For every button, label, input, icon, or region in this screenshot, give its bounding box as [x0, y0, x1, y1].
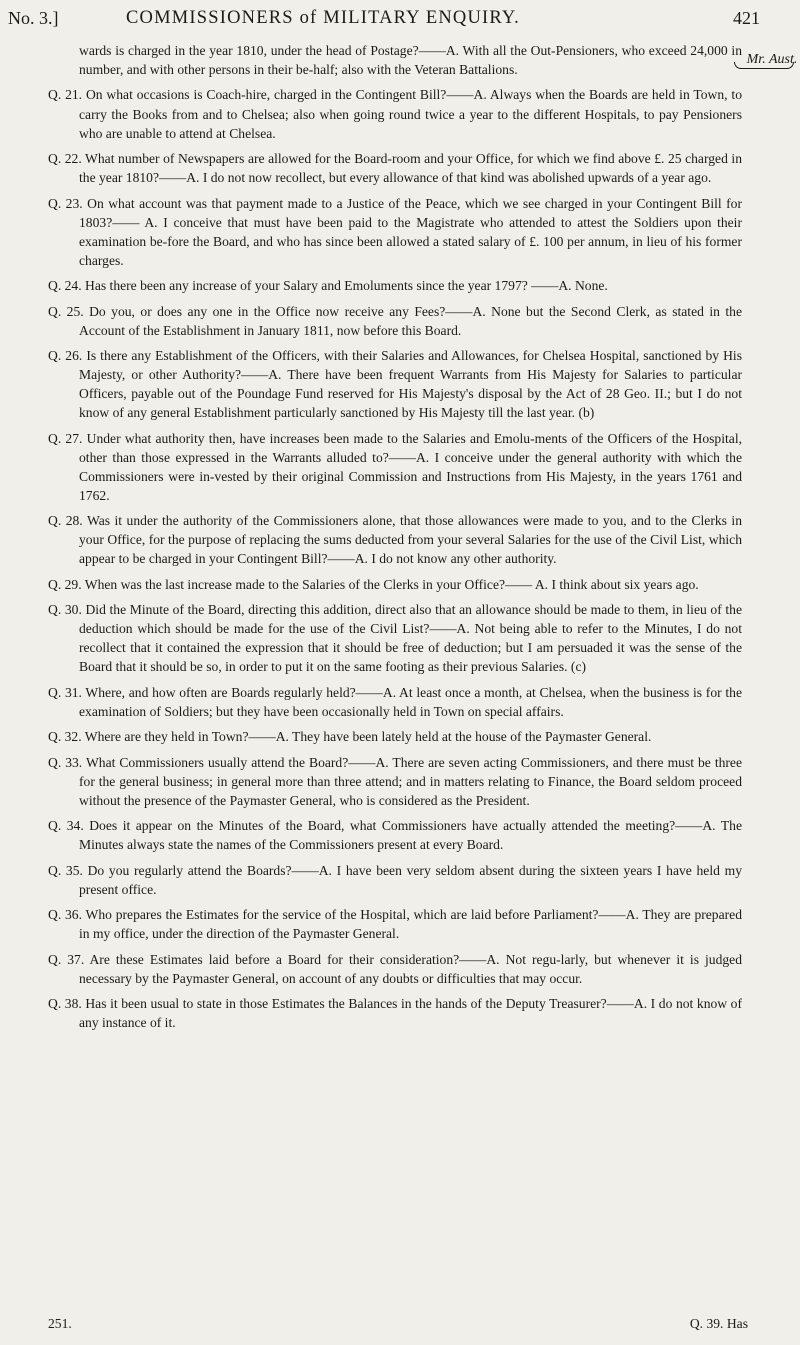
question-answer: Q. 36. Who prepares the Estimates for the service of the Hospital, which are laid before Parliament?——A. They are prepared in my office, under the direction of the Paymaster General. — [48, 907, 742, 942]
question-answer: Q. 22. What number of Newspapers are allowed for the Board-room and your Office, for which we find above £. 25 charged in the year 1810?——A. I do not now recollect, but every allowance of that kind was abolished upwards of a year ago. — [48, 151, 742, 186]
question-answer: Q. 23. On what account was that payment made to a Justice of the Peace, which we see charged in your Contingent Bill for 1803?—— A. I conceive that must have been paid to the Magistrate who attended to attest the Soldiers upon their examination be-fore the Board, and who has since been allowed a stated salary of £. 100 per annum, in lieu of his former charges. — [48, 195, 742, 268]
question-answer: Q. 35. Do you regularly attend the Boards?——A. I have been very seldom absent during the sixteen years I have held my present office. — [48, 862, 742, 897]
question-answer: Q. 25. Do you, or does any one in the Office now receive any Fees?——A. None but the Second Clerk, as stated in the Account of the Establishment in January 1811, now before this Board. — [48, 303, 742, 338]
question-answer: Q. 37. Are these Estimates laid before a Board for their consideration?——A. Not regu-larly, but whenever it is judged necessary by the Paymaster General, on account of any doubts or difficulties that may occur. — [48, 951, 742, 986]
question-answer: Q. 38. Has it been usual to state in those Estimates the Balances in the hands of the Deputy Treasurer?——A. I do not know of any instance of it. — [48, 996, 742, 1031]
continued-answer: wards is charged in the year 1810, under the head of Postage?——A. With all the Out-Pensioners, who exceed 24,000 in number, and with other persons in their be-half; also with the Veteran Battalions. — [79, 43, 742, 78]
testimony-body — [48, 41, 742, 1039]
question-answer: Q. 27. Under what authority then, have increases been made to the Salaries and Emolu-ments of the Officers of the Hospital, other than those expressed in the Warrants alluded to?——A. I conceive under the general authority with which the Commissioners were in-vested by their original Commission and Instructions from His Majesty, in the years 1761 and 1762. — [48, 430, 742, 503]
question-answer: Q. 26. Is there any Establishment of the Officers, with their Salaries and Allowances, for Chelsea Hospital, sanctioned by His Majesty, or other Authority?——A. There have been frequent Warrants from His Majesty for Salaries to particular Officers, payable out of the Poundage Fund reserved for His Majesty's disposal by the Act of 28 Geo. II.; but I do not know of any general Establishment particularly sanctioned by His Majesty till the last year. (b) — [48, 348, 742, 421]
page-header — [8, 8, 768, 34]
section-number: No. 3.] — [8, 8, 59, 28]
witness-name: Mr. Aust. — [746, 52, 798, 67]
question-answer: Q. 28. Was it under the authority of the Commissioners alone, that those allowances were made to you, and to the Clerks in your Office, for the purpose of replacing the sums deducted from your several Salaries for the use of the Civil List, which appear to be charged in your Contingent Bill?——A. I do not know any other authority. — [48, 513, 742, 567]
page-number: 421 — [733, 8, 760, 28]
running-title: COMMISSIONERS of MILITARY ENQUIRY. — [126, 8, 520, 28]
catchword: Q. 39. Has — [689, 1316, 748, 1331]
question-answer: Q. 29. When was the last increase made to the Salaries of the Clerks in your Office?—— A. I think about six years ago. — [48, 576, 699, 592]
question-answer: Q. 33. What Commissioners usually attend the Board?——A. There are seven acting Commissioners, and there must be three for the general business; in general more than three attend; and in matters relating to Finance, the Board seldom proceed without the presence of the Paymaster General, who is considered as the President. — [48, 754, 742, 808]
page-footer — [48, 1316, 748, 1338]
question-answer: Q. 21. On what occasions is Coach-hire, charged in the Contingent Bill?——A. Always when the Boards are held in Town, to carry the Books from and to Chelsea; also when going round twice a year to the different Hospitals, to pay Pensioners who are unable to attend at Chelsea. — [48, 87, 742, 141]
margin-note — [744, 52, 800, 69]
question-answer: Q. 30. Did the Minute of the Board, directing this addition, direct also that an allowance should be made to them, in lieu of the deduction which should be made for the use of the Civil List?——A. Not being able to refer to the Minutes, I do not recollect that it contained the expression that it should be free of deduction; but I am persuaded it was the sense of the Board that it should be so, in order to put it on the same footing as their previous Salaries. (c) — [48, 602, 742, 675]
question-answer: Q. 24. Has there been any increase of your Salary and Emoluments since the year 1797? ——A. None. — [48, 278, 608, 294]
question-answer: Q. 34. Does it appear on the Minutes of the Board, what Commissioners have actually attended the meeting?——A. The Minutes always state the names of the Commissioners present at every Board. — [48, 818, 742, 853]
question-answer: Q. 32. Where are they held in Town?——A. They have been lately held at the house of the Paymaster General. — [48, 729, 652, 745]
signature-mark: 251. — [48, 1316, 72, 1331]
question-answer: Q. 31. Where, and how often are Boards regularly held?——A. At least once a month, at Chelsea, when the business is for the examination of Soldiers; but they have been occasionally held in Town on special affairs. — [48, 684, 742, 719]
